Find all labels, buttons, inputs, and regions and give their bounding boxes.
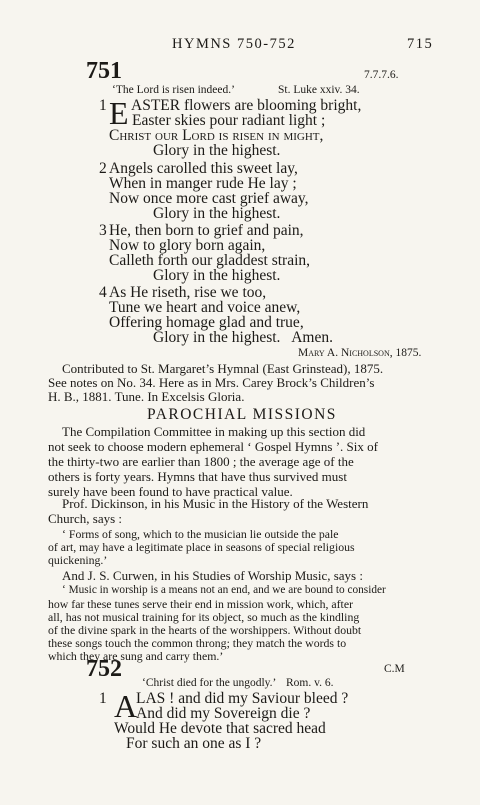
quote-line: ‘ Music in worship is a means not an end, and we are bound to consider xyxy=(62,584,386,596)
hymn-752-epigraph-reference: Rom. v. 6. xyxy=(286,677,334,689)
verse-line: And did my Sovereign die ? xyxy=(136,705,311,722)
hymn-751-note-line: Contributed to St. Margaret’s Hymnal (East Grinstead), 1875. xyxy=(62,361,384,376)
author-attribution: Mary A. Nicholson, 1875. xyxy=(298,347,422,359)
quote-line: ‘ Forms of song, which to the musician lie outside the pale xyxy=(62,527,339,541)
hymn-751-epigraph: ‘The Lord is risen indeed.’ xyxy=(112,84,235,96)
verse-line: Christ our Lord is risen in might, xyxy=(109,127,324,144)
verse-line: Would He devote that sacred head xyxy=(114,720,326,737)
hymn-751-number: 751 xyxy=(86,58,122,84)
quote-line: all, has not musical training for its object, so much as the kindling xyxy=(48,610,360,624)
verse-line: Glory in the highest. xyxy=(153,205,281,222)
verse-line: He, then born to grief and pain, xyxy=(109,222,304,239)
verse-line: For such an one as I ? xyxy=(126,735,262,752)
stanza-number: 1 xyxy=(99,97,107,114)
stanza-number: 1 xyxy=(99,690,107,707)
verse-line: Easter skies pour radiant light ; xyxy=(132,112,326,129)
paragraph-line: not seek to choose modern ephemeral ‘ Gospel Hymns ’. Six of xyxy=(48,439,378,454)
verse-line: Offering homage glad and true, xyxy=(109,314,304,331)
page-number: 715 xyxy=(407,36,434,52)
quote-line: quickening.’ xyxy=(48,553,108,567)
verse-line: Glory in the highest. xyxy=(153,142,281,159)
verse-line: Angels carolled this sweet lay, xyxy=(109,160,298,177)
hymn-752-epigraph: ‘Christ died for the ungodly.’ xyxy=(142,677,277,689)
paragraph-line: surely have been found to have practical value. xyxy=(48,484,293,499)
hymn-752-meter: C.M xyxy=(384,663,405,675)
quote-line: of the divine spark in the hearts of the worshippers. Without doubt xyxy=(48,623,362,637)
paragraph-line: The Compilation Committee in making up this section did xyxy=(62,424,366,439)
verse-line: Tune we heart and voice anew, xyxy=(109,299,301,316)
paragraph-line: Church, says : xyxy=(48,511,123,526)
verse-line: Now once more cast grief away, xyxy=(109,190,309,207)
verse-line: Now to glory born again, xyxy=(109,237,266,254)
hymn-751-note-line: H. B., 1881. Tune. In Excelsis Gloria. xyxy=(48,389,245,404)
drop-cap: A xyxy=(114,688,138,724)
paragraph-line: others is forty years. Hymns that have thus survived must xyxy=(48,469,347,484)
section-title: PAROCHIAL MISSIONS xyxy=(147,406,337,423)
verse-line: When in manger rude He lay ; xyxy=(109,175,297,192)
verse-line: Calleth forth our gladdest strain, xyxy=(109,252,311,269)
stanza-number: 4 xyxy=(99,284,107,301)
verse-line: As He riseth, rise we too, xyxy=(109,284,267,301)
paragraph-line: Prof. Dickinson, in his Music in the History of the Western xyxy=(62,496,369,511)
verse-line: Glory in the highest. Amen. xyxy=(153,329,333,346)
paragraph-line: the thirty-two are earlier than 1800 ; the average age of the xyxy=(48,454,354,469)
drop-cap: E xyxy=(109,95,129,131)
hymn-751-epigraph-reference: St. Luke xxiv. 34. xyxy=(278,84,360,96)
verse-line: LAS ! and did my Saviour bleed ? xyxy=(136,690,349,707)
quote-line: these songs touch the common throng; they match the words to xyxy=(48,636,347,650)
paragraph-line: And J. S. Curwen, in his Studies of Worship Music, says : xyxy=(62,568,363,583)
verse-line: Glory in the highest. xyxy=(153,267,281,284)
running-header-title: HYMNS 750-752 xyxy=(172,36,296,52)
hymn-752-number: 752 xyxy=(86,656,122,682)
stanza-number: 3 xyxy=(99,222,107,239)
hymn-751-note-line: See notes on No. 34. Here as in Mrs. Carey Brock’s Children’s xyxy=(48,375,375,390)
stanza-number: 2 xyxy=(99,160,107,177)
verse-line: ASTER flowers are blooming bright, xyxy=(131,97,362,114)
hymn-751-meter: 7.7.7.6. xyxy=(364,69,399,81)
quote-line: how far these tunes serve their end in mission work, which, after xyxy=(48,597,353,611)
quote-line: which they are sung and carry them.’ xyxy=(48,649,224,663)
quote-line: of art, may have a legitimate place in seasons of special religious xyxy=(48,540,355,554)
